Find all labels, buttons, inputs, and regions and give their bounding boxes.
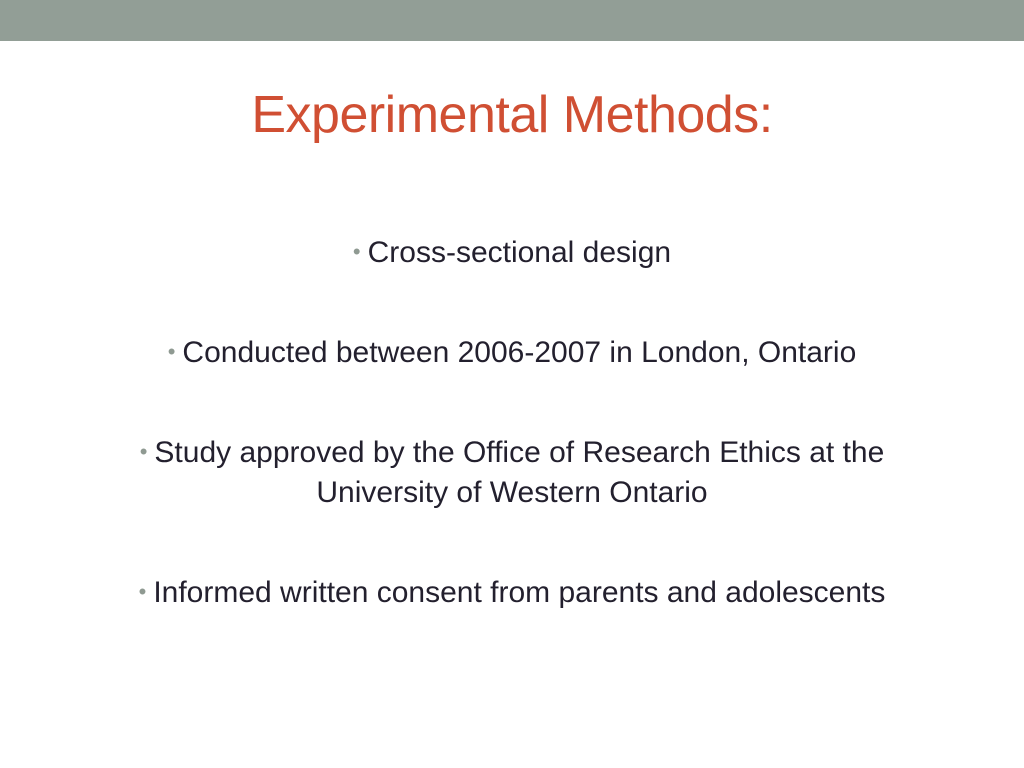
bullet-marker-icon: • [139, 439, 148, 464]
bullet-text: Cross-sectional design [367, 236, 672, 269]
bullet-item [70, 432, 954, 513]
bullet-marker-icon: • [352, 239, 361, 264]
bullet-text: Conducted between 2006-2007 in London, Ontario [182, 336, 857, 369]
bullet-item [70, 332, 954, 373]
bullet-marker-icon: • [167, 339, 176, 364]
bullet-item [70, 232, 954, 273]
bullet-item [70, 572, 954, 613]
top-accent-bar [0, 0, 1024, 41]
bullet-marker-icon: • [138, 579, 147, 604]
bullet-text: Informed written consent from parents and adolescents [153, 576, 886, 609]
bullet-list [70, 232, 954, 613]
bullet-text: Study approved by the Office of Research Ethics at the University of Western Ontario [154, 436, 885, 509]
slide-title: Experimental Methods: [251, 86, 773, 144]
